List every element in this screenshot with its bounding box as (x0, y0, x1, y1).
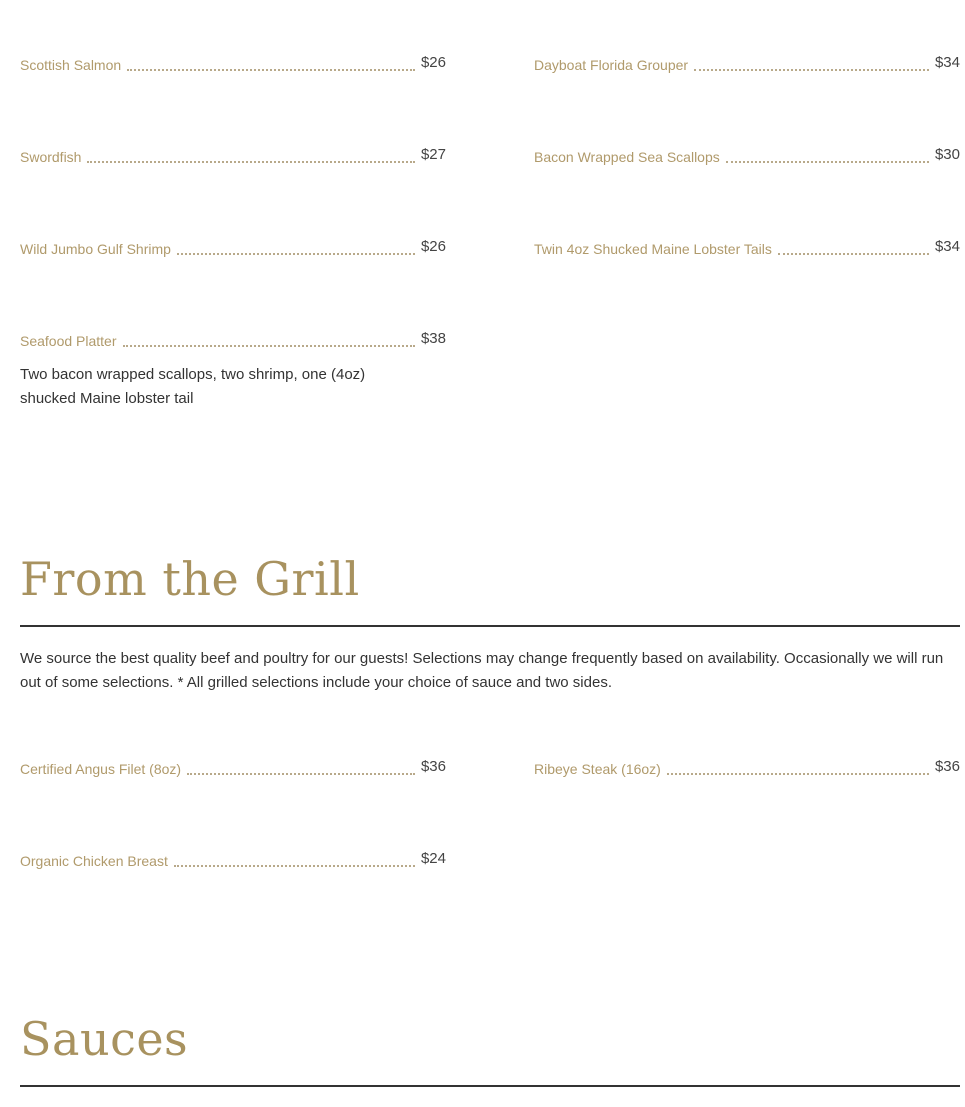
dot-leader (174, 864, 415, 867)
section-divider (20, 1085, 960, 1087)
dot-leader (123, 344, 415, 347)
menu-item-wild-jumbo-gulf-shrimp (20, 236, 446, 258)
menu-item-price: $27 (420, 146, 446, 163)
menu-item-price: $26 (420, 238, 446, 255)
menu-item-price: $26 (420, 54, 446, 71)
menu-item-price: $30 (934, 146, 960, 163)
dot-leader (726, 160, 929, 163)
menu-item-ribeye-steak (534, 756, 960, 778)
menu-item-organic-chicken-breast (20, 848, 446, 870)
menu-item-description: Two bacon wrapped scallops, two shrimp, one (4oz) shucked Maine lobster tail (20, 366, 366, 407)
menu-item-name: Swordfish (20, 149, 82, 165)
menu-item-price: $34 (934, 54, 960, 71)
menu-item-name: Certified Angus Filet (8oz) (20, 761, 182, 777)
menu-item-dayboat-florida-grouper (534, 52, 960, 74)
menu-item-price: $38 (420, 330, 446, 347)
menu-item-scottish-salmon (20, 52, 446, 74)
menu-item-price: $34 (934, 238, 960, 255)
menu-item-name: Wild Jumbo Gulf Shrimp (20, 241, 171, 257)
menu-item-bacon-wrapped-sea-scallops (534, 144, 960, 166)
dot-leader (667, 772, 929, 775)
dot-leader (187, 772, 415, 775)
menu-item-name: Organic Chicken Breast (20, 853, 168, 869)
menu-item-price: $24 (420, 850, 446, 867)
dot-leader (694, 68, 929, 71)
menu-item-name: Seafood Platter (20, 333, 117, 349)
menu-item-twin-lobster-tails (534, 236, 960, 258)
section-title-sauces: Sauces (20, 1012, 189, 1066)
menu-item-swordfish (20, 144, 446, 166)
menu-item-name: Bacon Wrapped Sea Scallops (534, 149, 720, 165)
menu-item-angus-filet (20, 756, 446, 778)
section-intro-grill: We source the best quality beef and poultry for our guests! Selections may change frequently based on availability. Occasionally we will run out of some selections. * All grilled selections include your choice of sauce and two sides. (20, 650, 944, 691)
menu-item-name: Twin 4oz Shucked Maine Lobster Tails (534, 241, 772, 257)
menu-item-seafood-platter (20, 328, 446, 350)
dot-leader (778, 252, 929, 255)
dot-leader (87, 160, 415, 163)
menu-item-name: Dayboat Florida Grouper (534, 57, 689, 73)
dot-leader (177, 252, 415, 255)
section-divider (20, 625, 960, 627)
dot-leader (127, 68, 415, 71)
menu-item-price: $36 (420, 758, 446, 775)
menu-item-name: Ribeye Steak (16oz) (534, 761, 661, 777)
menu-item-price: $36 (934, 758, 960, 775)
menu-item-name: Scottish Salmon (20, 57, 122, 73)
section-title-grill: From the Grill (20, 552, 360, 606)
